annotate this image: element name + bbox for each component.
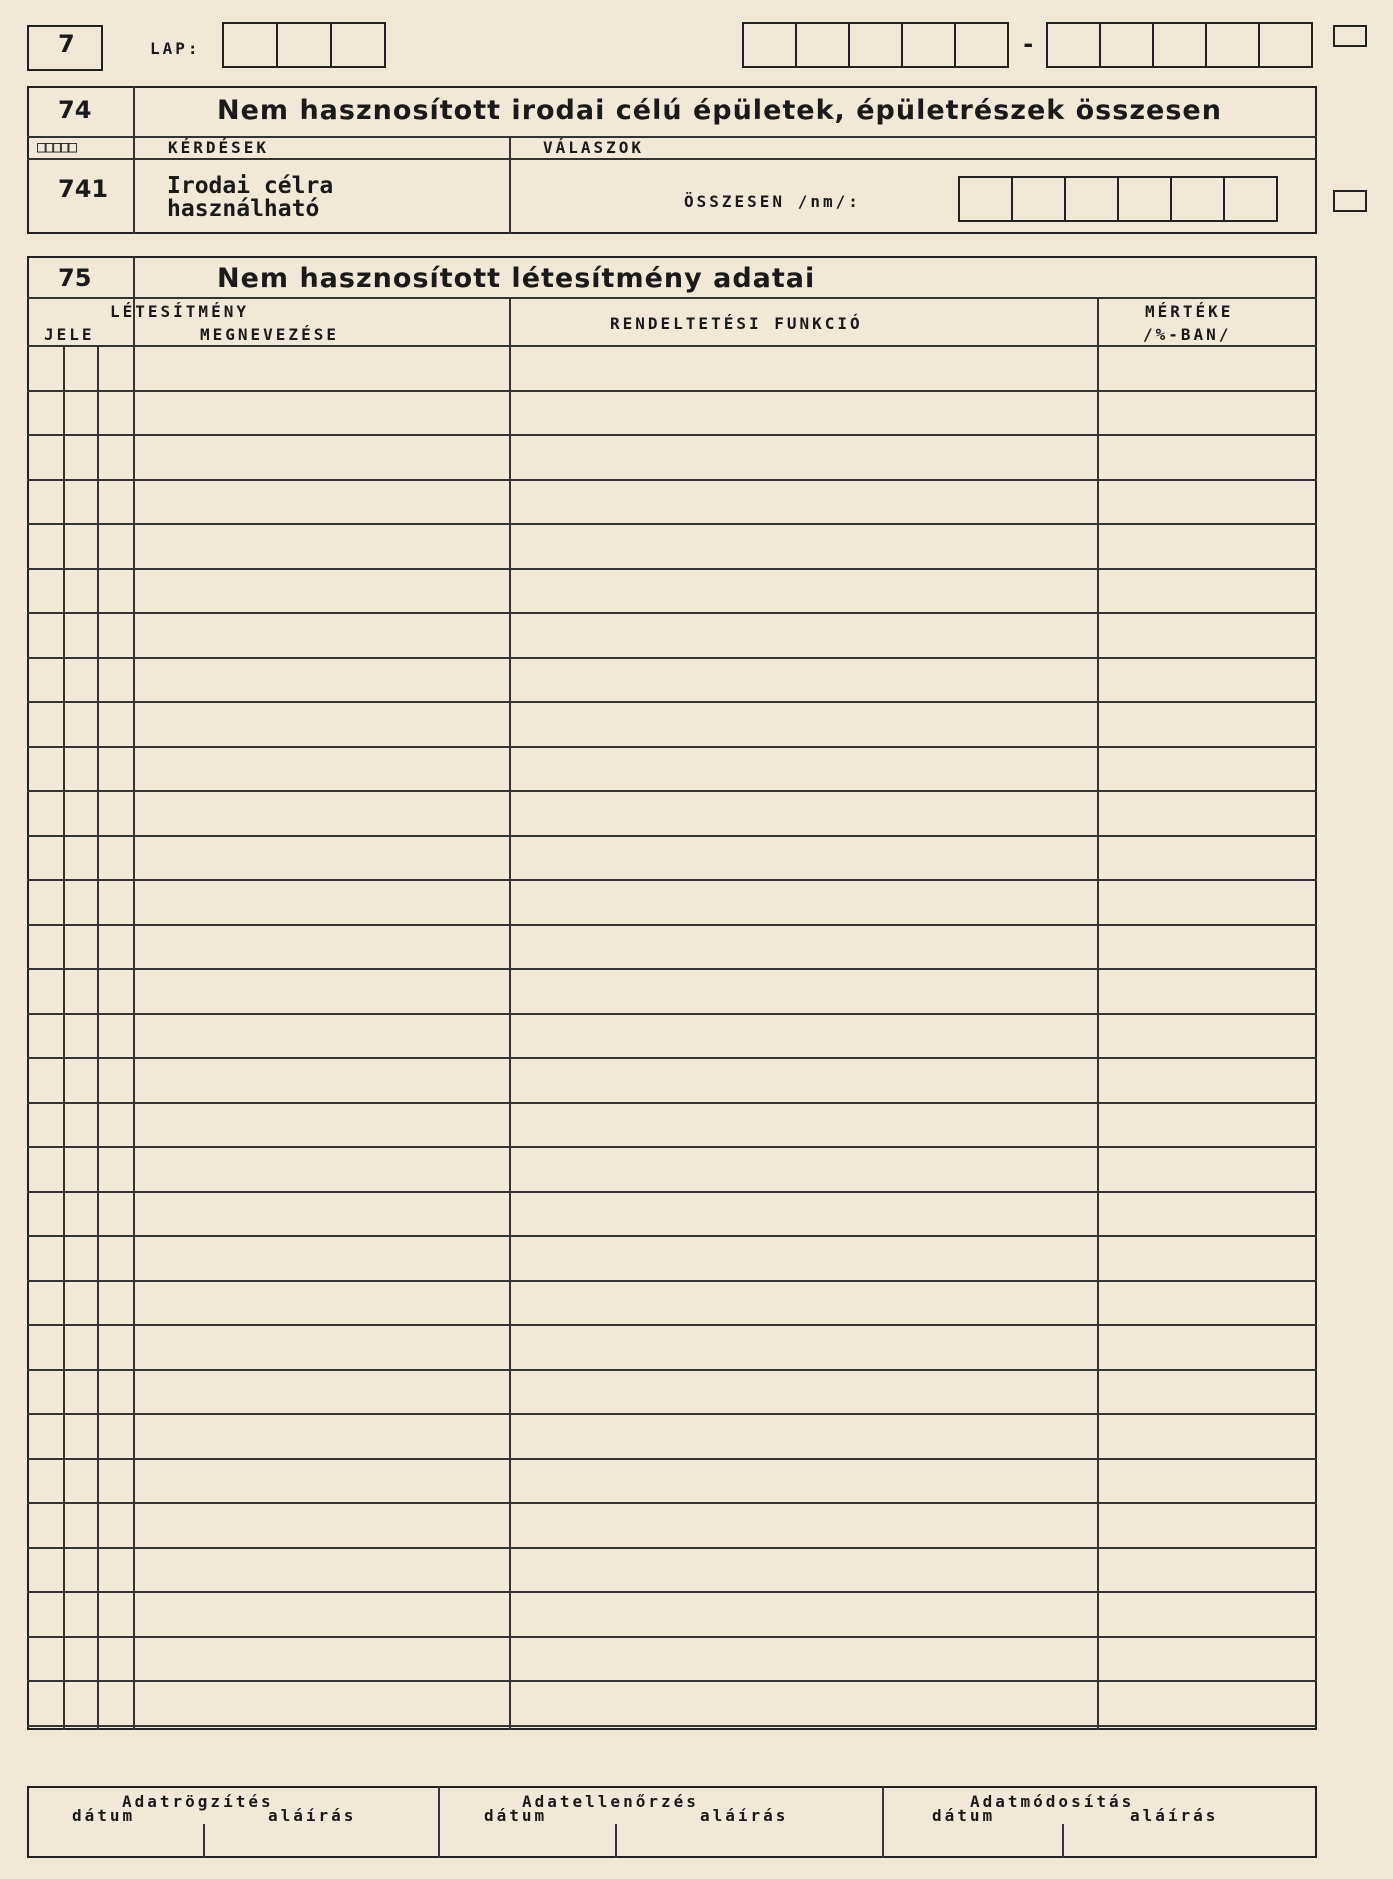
table-row-line [27,523,1317,525]
section-75-title: Nem hasznosított létesítmény adatai [217,263,816,294]
jele-label: JELE [44,325,95,344]
table-row-line [27,1102,1317,1104]
table-row-line [27,1725,1317,1727]
footer-datum-2: dátum [484,1806,548,1825]
valaszok-label: VÁLASZOK [543,138,645,157]
merteke-label-line2: /%-BAN/ [1143,325,1232,344]
table-row-line [27,1591,1317,1593]
top-checkbox[interactable] [1333,25,1367,47]
table-row-line [27,568,1317,570]
osszesen-label: ÖSSZESEN /nm/: [684,192,861,211]
table-row-line [27,1057,1317,1059]
footer-alairas-1: aláírás [268,1806,357,1825]
footer-adatellenorzes: Adatellenőrzés [522,1792,699,1811]
table-row-line [27,1502,1317,1504]
table-row-line [27,879,1317,881]
kerdesek-label: KÉRDÉSEK [168,138,270,157]
q741-label-line1: Irodai célra [167,173,334,199]
table-row-line [27,479,1317,481]
table-row-line [27,1547,1317,1549]
table-row-line [27,1413,1317,1415]
table-row-line [27,1324,1317,1326]
q741-checkbox[interactable] [1333,190,1367,212]
table-row-line [27,968,1317,970]
footer-alairas-2: aláírás [700,1806,789,1825]
footer-adatmodositas: Adatmódosítás [970,1792,1135,1811]
table-row-line [27,434,1317,436]
table-row-line [27,701,1317,703]
section-75-number: 75 [58,264,92,292]
letesitmeny-label: LÉTESÍTMÉNY [110,302,249,321]
footer-adatrogzites: Adatrögzítés [122,1792,274,1811]
table-row-line [27,1280,1317,1282]
table-row-line [27,1191,1317,1193]
q741-label-line2: használható [167,196,320,222]
table-row-line [27,1235,1317,1237]
megnevezese-label: MEGNEVEZÉSE [200,325,339,344]
table-row-line [27,1013,1317,1015]
section-74-title: Nem hasznosított irodai célú épületek, épületrészek összesen [217,95,1222,126]
funkcio-label: RENDELTETÉSI FUNKCIÓ [610,314,863,333]
table-row-line [27,924,1317,926]
page-number: 7 [58,30,75,58]
table-row-line [27,612,1317,614]
table-row-line [27,345,1317,347]
q741-number: 741 [58,175,109,203]
section-74-number: 74 [58,96,92,124]
footer-datum-1: dátum [72,1806,136,1825]
table-row-line [27,657,1317,659]
table-row-line [27,1146,1317,1148]
footer-alairas-3: aláírás [1130,1806,1219,1825]
table-row-line [27,1680,1317,1682]
footer-datum-3: dátum [932,1806,996,1825]
table-row-line [27,1369,1317,1371]
table-row-line [27,835,1317,837]
lap-label: LAP: [150,39,201,58]
code-placeholder: □□□□□ [37,137,76,156]
table-row-line [27,1636,1317,1638]
section-75-frame [27,256,1317,1730]
merteke-label-line1: MÉRTÉKE [1145,302,1234,321]
id-separator: - [1021,30,1036,58]
table-row-line [27,390,1317,392]
table-row-line [27,746,1317,748]
table-row-line [27,790,1317,792]
table-row-line [27,1458,1317,1460]
